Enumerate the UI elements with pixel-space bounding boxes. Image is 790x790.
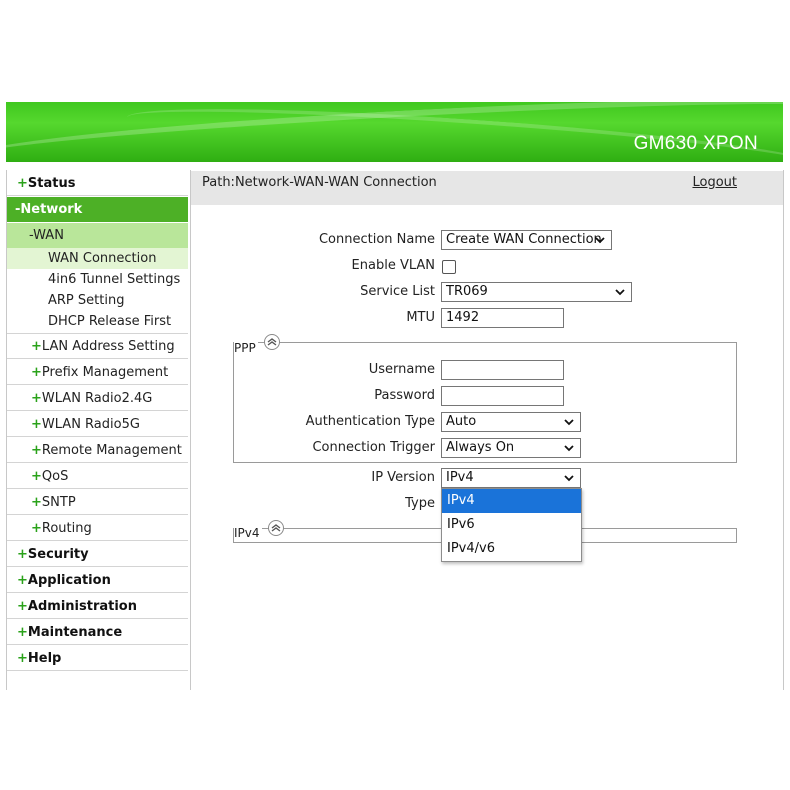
auth-type-select[interactable]: [441, 412, 581, 432]
expand-icon: +: [31, 417, 42, 432]
chevron-down-icon: [615, 283, 625, 306]
expand-icon: +: [17, 625, 28, 640]
nav-arp-setting[interactable]: [7, 290, 188, 311]
chevron-down-icon: [564, 413, 574, 436]
nav-maintenance[interactable]: [7, 620, 188, 645]
nav-prefix-label: Prefix Management: [41, 365, 169, 380]
mtu-value: 1492: [446, 310, 480, 325]
password-input[interactable]: [441, 386, 564, 406]
service-list-value: TR069: [446, 284, 488, 299]
nav-network-label: -Network: [15, 202, 83, 217]
auth-type-value: Auto: [446, 414, 477, 429]
expand-icon: +: [31, 339, 42, 354]
enable-vlan-checkbox[interactable]: [442, 260, 456, 274]
nav-routing-label: Routing: [41, 521, 92, 536]
service-list-select[interactable]: [441, 282, 632, 302]
nav-wan[interactable]: [7, 223, 188, 248]
nav-administration[interactable]: [7, 594, 188, 619]
logout-link[interactable]: Logout: [692, 175, 737, 190]
nav-help-label: Help: [27, 651, 62, 666]
nav-remote-management[interactable]: [7, 438, 188, 463]
expand-icon: +: [31, 365, 42, 380]
password-label: Password: [374, 388, 435, 403]
nav-status[interactable]: [7, 171, 188, 196]
auth-type-label: Authentication Type: [305, 414, 435, 429]
nav-status-label: Status: [27, 176, 76, 191]
collapse-up-icon[interactable]: [264, 334, 280, 350]
expand-icon: +: [31, 495, 42, 510]
expand-icon: +: [31, 443, 42, 458]
ip-version-value: IPv4: [446, 470, 474, 485]
ip-version-option-ipv4[interactable]: IPv4: [442, 489, 581, 513]
mtu-label: MTU: [406, 310, 435, 325]
ip-version-dropdown: [441, 488, 582, 562]
nav-network[interactable]: [7, 197, 188, 222]
username-label: Username: [368, 362, 435, 377]
mtu-input[interactable]: [441, 308, 564, 328]
conn-trigger-select[interactable]: [441, 438, 581, 458]
nav-wan-connection-label: WAN Connection: [48, 251, 157, 266]
product-title: GM630 XPON: [633, 133, 758, 154]
nav-qos[interactable]: [7, 464, 188, 489]
expand-icon: +: [17, 547, 28, 562]
conn-trigger-label: Connection Trigger: [312, 440, 435, 455]
conn-trigger-value: Always On: [446, 440, 515, 455]
nav-help[interactable]: [7, 646, 188, 671]
nav-arp-setting-label: ARP Setting: [48, 293, 125, 308]
header-banner: [6, 102, 783, 162]
nav-application-label: Application: [27, 573, 111, 588]
chevron-down-icon: [595, 231, 605, 254]
ip-version-select[interactable]: [441, 468, 581, 488]
nav-administration-label: Administration: [27, 599, 137, 614]
nav-4in6-tunnel[interactable]: [7, 269, 188, 290]
ip-version-option-ipv6[interactable]: IPv6: [447, 517, 475, 532]
ppp-legend: PPP: [234, 341, 256, 355]
collapse-up-icon[interactable]: [268, 520, 284, 536]
username-input[interactable]: [441, 360, 564, 380]
expand-icon: +: [17, 599, 28, 614]
nav-sntp-label: SNTP: [41, 495, 76, 510]
chevron-down-icon: [564, 439, 574, 462]
service-list-label: Service List: [360, 284, 435, 299]
ipv4-legend: IPv4: [234, 526, 260, 540]
connection-name-label: Connection Name: [318, 232, 435, 247]
enable-vlan-label: Enable VLAN: [351, 258, 435, 273]
nav-dhcp-release[interactable]: [7, 311, 188, 334]
nav-wan-connection[interactable]: [7, 248, 188, 269]
nav-wlan-24g[interactable]: [7, 386, 188, 411]
nav-qos-label: QoS: [41, 469, 69, 484]
nav-dhcp-release-label: DHCP Release First: [48, 314, 172, 329]
nav-application[interactable]: [7, 568, 188, 593]
nav-remote-label: Remote Management: [41, 443, 182, 458]
nav-maintenance-label: Maintenance: [27, 625, 123, 640]
nav-security-label: Security: [27, 547, 89, 562]
nav-lan-address[interactable]: [7, 334, 188, 359]
nav-security[interactable]: [7, 542, 188, 567]
connection-name-value: Create WAN Connection: [446, 232, 602, 247]
nav-prefix-management[interactable]: [7, 360, 188, 385]
nav-wlan-5g-label: WLAN Radio5G: [41, 417, 140, 432]
type-label: Type: [405, 496, 435, 511]
connection-name-select[interactable]: [441, 230, 612, 250]
nav-4in6-tunnel-label: 4in6 Tunnel Settings: [48, 272, 181, 287]
ip-version-option-dual[interactable]: IPv4/v6: [447, 541, 495, 556]
nav-lan-address-label: LAN Address Setting: [41, 339, 175, 354]
nav-wlan-5g[interactable]: [7, 412, 188, 437]
breadcrumb-bar: [191, 171, 783, 205]
nav-routing[interactable]: [7, 516, 188, 541]
expand-icon: +: [17, 176, 28, 191]
nav-wlan-24g-label: WLAN Radio2.4G: [41, 391, 153, 406]
ip-version-label: IP Version: [371, 470, 435, 485]
expand-icon: +: [31, 391, 42, 406]
expand-icon: +: [17, 651, 28, 666]
breadcrumb: Path:Network-WAN-WAN Connection: [202, 175, 437, 190]
expand-icon: +: [31, 469, 42, 484]
nav-sntp[interactable]: [7, 490, 188, 515]
nav-wan-label: -WAN: [29, 228, 64, 243]
expand-icon: +: [31, 521, 42, 536]
expand-icon: +: [17, 573, 28, 588]
